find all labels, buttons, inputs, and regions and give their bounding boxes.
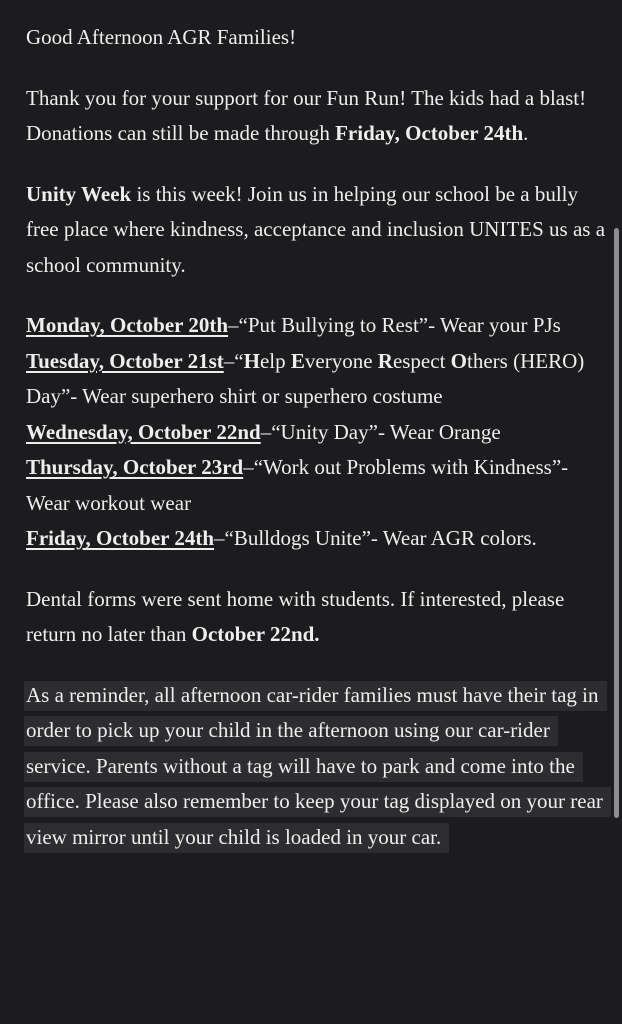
dental-date: October 22nd. — [191, 622, 320, 646]
car-rider-text: As a reminder, all afternoon car-rider families must have their tag in order to pick up your child in the afternoon using our car-rider service. Parents without a tag will have to park and come into the office. Please also remember to keep your tag displayed on your rear view mirror until your child is loaded in your car. — [24, 681, 611, 853]
spirit-schedule — [26, 308, 606, 557]
scrollbar[interactable] — [614, 228, 619, 818]
schedule-item-friday: Friday, October 24th–“Bulldogs Unite”- Wear AGR colors. — [26, 526, 537, 550]
unity-week-paragraph: Unity Week is this week! Join us in helping our school be a bully free place where kindness, acceptance and inclusion UNITES us as a school community. — [26, 181, 606, 277]
greeting: Good Afternoon AGR Families! — [26, 25, 297, 49]
car-rider-paragraph — [26, 678, 606, 856]
schedule-item-monday: Monday, October 20th–“Put Bullying to Rest”- Wear your PJs — [26, 313, 561, 337]
unity-week-title: Unity Week — [26, 181, 132, 206]
message-body — [26, 20, 606, 855]
fun-run-date: Friday, October 24th — [335, 121, 524, 145]
schedule-item-wednesday: Wednesday, October 22nd–“Unity Day”- Wear Orange — [26, 419, 501, 444]
fun-run-paragraph: Thank you for your support for our Fun Run! The kids had a blast! Donations can still be made through Friday, October 24th. — [26, 85, 587, 145]
schedule-item-tuesday: Tuesday, October 21st–“Help Everyone Respect Others (HERO) Day”- Wear superhero shirt or superhero costume — [26, 348, 585, 408]
dental-paragraph: Dental forms were sent home with students. If interested, please return no later than October 22nd. — [26, 586, 565, 646]
schedule-item-thursday: Thursday, October 23rd–“Work out Problems with Kindness”- Wear workout wear — [26, 455, 569, 515]
